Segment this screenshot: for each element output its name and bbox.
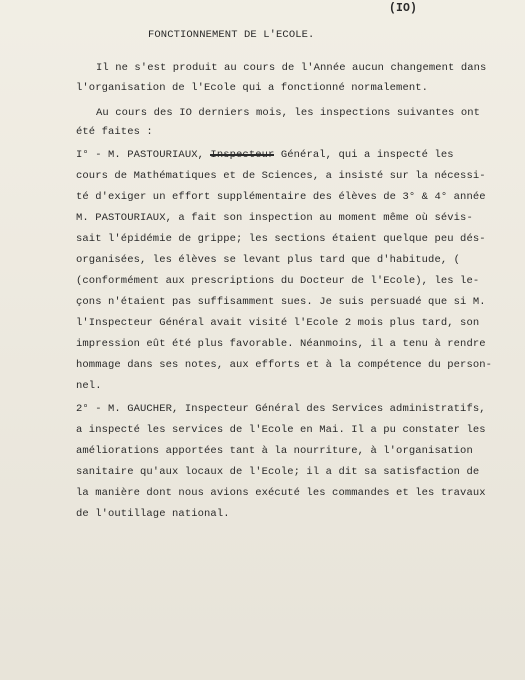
paragraph-3-line-7: (conformément aux prescriptions du Docteur de l'Ecole), les le- bbox=[76, 275, 480, 287]
overtype-mark bbox=[210, 154, 274, 156]
section-title: FONCTIONNEMENT DE L'ECOLE. bbox=[148, 29, 315, 41]
paragraph-3-line-4: M. PASTOURIAUX, a fait son inspection au moment même où sévis- bbox=[76, 212, 473, 224]
page-number: (IO) bbox=[389, 2, 418, 15]
paragraph-3-line-11: hommage dans ses notes, aux efforts et à la compétence du person- bbox=[76, 359, 493, 371]
paragraph-4-line-4: sanitaire qu'aux locaux de l'Ecole; il a dit sa satisfaction de bbox=[76, 466, 480, 478]
paragraph-4-line-2: a inspecté les services de l'Ecole en Mai. Il a pu constater les bbox=[76, 424, 486, 436]
paragraph-4-line-1: 2° - M. GAUCHER, Inspecteur Général des Services administratifs, bbox=[76, 403, 486, 415]
paragraph-3-line-9: l'Inspecteur Général avait visité l'Ecole 2 mois plus tard, son bbox=[76, 317, 480, 329]
paragraph-3-line-3: té d'exiger un effort supplémentaire des élèves de 3° & 4° année bbox=[76, 191, 486, 203]
paragraph-1-line-1: Il ne s'est produit au cours de l'Année aucun changement dans bbox=[96, 62, 487, 74]
paragraph-3-line-2: cours de Mathématiques et de Sciences, a insisté sur la nécessi- bbox=[76, 170, 486, 182]
paragraph-1-line-2: l'organisation de l'Ecole qui a fonctionné normalement. bbox=[76, 82, 429, 94]
overtyped-word bbox=[210, 149, 274, 161]
paragraph-3-line-1-tail: Général, qui a inspecté les bbox=[274, 149, 454, 161]
paragraph-3-line-1-lead: I° - M. PASTOURIAUX, bbox=[76, 149, 211, 161]
paragraph-3-line-10: impression eût été plus favorable. Néanmoins, il a tenu à rendre bbox=[76, 338, 486, 350]
paragraph-4-line-3: améliorations apportées tant à la nourriture, à l'organisation bbox=[76, 445, 473, 457]
paragraph-3-line-6: organisées, les élèves se levant plus tard que d'habitude, ( bbox=[76, 254, 461, 266]
paragraph-4-line-6: de l'outillage national. bbox=[76, 508, 230, 520]
paragraph-2-line-1: Au cours des IO derniers mois, les inspections suivantes ont bbox=[96, 107, 481, 119]
paragraph-3-line-1 bbox=[76, 149, 454, 161]
paragraph-3-line-8: çons n'étaient pas suffisamment sues. Je suis persuadé que si M. bbox=[76, 296, 486, 308]
paragraph-3-line-5: sait l'épidémie de grippe; les sections étaient quelque peu dés- bbox=[76, 233, 486, 245]
paragraph-3-line-12: nel. bbox=[76, 380, 102, 392]
paragraph-2-line-2: été faites : bbox=[76, 126, 153, 138]
paragraph-4-line-5: la manière dont nous avions exécuté les commandes et les travaux bbox=[76, 487, 486, 499]
